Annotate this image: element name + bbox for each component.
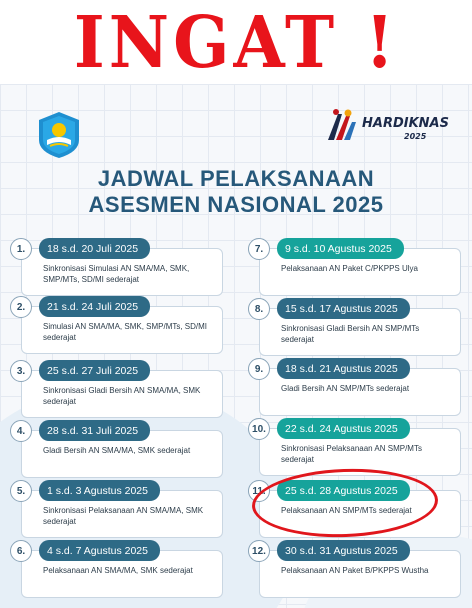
- poster-title-line1: JADWAL PELAKSANAAN: [97, 166, 375, 191]
- schedule-date: 28 s.d. 31 Juli 2025: [39, 420, 150, 441]
- schedule-date: 25 s.d. 28 Agustus 2025: [277, 480, 410, 501]
- hardiknas-logo: [322, 106, 449, 150]
- schedule-number: 2.: [10, 296, 32, 318]
- schedule-number: 3.: [10, 360, 32, 382]
- schedule-number: 10.: [248, 418, 270, 440]
- schedule-date: 15 s.d. 17 Agustus 2025: [277, 298, 410, 319]
- schedule-description: Sinkronisasi Gladi Bersih AN SMA/MA, SMK sederajat: [43, 386, 201, 406]
- schedule-date: 4 s.d. 7 Agustus 2025: [39, 540, 160, 561]
- hardiknas-emblem-icon: [322, 106, 362, 146]
- schedule-poster: [0, 84, 472, 608]
- schedule-number: 4.: [10, 420, 32, 442]
- schedule-date: 21 s.d. 24 Juli 2025: [39, 296, 150, 317]
- hardiknas-label: HARDIKNAS: [362, 116, 449, 131]
- schedule-description: Gladi Bersih AN SMP/MTs sederajat: [281, 384, 410, 393]
- hardiknas-year: 2025: [404, 132, 427, 141]
- schedule-item: [10, 540, 224, 598]
- schedule-description: Gladi Bersih AN SMA/MA, SMK sederajat: [43, 446, 191, 455]
- schedule-description: Pelaksanaan AN Paket C/PKPPS Ulya: [281, 264, 418, 273]
- schedule-number: 11.: [248, 480, 270, 502]
- schedule-item: [10, 360, 224, 418]
- schedule-item: [248, 540, 462, 598]
- schedule-item: [10, 420, 224, 478]
- schedule-description: Pelaksanaan AN Paket B/PKPPS Wustha: [281, 566, 429, 575]
- schedule-number: 1.: [10, 238, 32, 260]
- schedule-description: Pelaksanaan AN SMP/MTs sederajat: [281, 506, 412, 515]
- schedule-description: Pelaksanaan AN SMA/MA, SMK sederajat: [43, 566, 193, 575]
- schedule-number: 9.: [248, 358, 270, 380]
- schedule-description: Simulasi AN SMA/MA, SMK, SMP/MTs, SD/MI sederajat: [43, 322, 208, 342]
- schedule-date: 18 s.d. 21 Agustus 2025: [277, 358, 410, 379]
- schedule-item: [248, 238, 462, 296]
- schedule-description: Sinkronisasi Pelaksanaan AN SMA/MA, SMK sederajat: [43, 506, 204, 526]
- headline-text: INGAT !: [73, 0, 399, 85]
- schedule-date: 30 s.d. 31 Agustus 2025: [277, 540, 410, 561]
- poster-title-line2: ASESMEN NASIONAL 2025: [88, 192, 384, 217]
- schedule-date: 22 s.d. 24 Agustus 2025: [277, 418, 410, 439]
- schedule-item: [248, 298, 462, 356]
- schedule-item: [248, 418, 462, 476]
- schedule-date: 1 s.d. 3 Agustus 2025: [39, 480, 160, 501]
- schedule-description: Sinkronisasi Simulasi AN SMA/MA, SMK, SMP/MTs, SD/MI sederajat: [43, 264, 190, 284]
- schedule-item: [248, 358, 462, 416]
- schedule-item: [10, 296, 224, 354]
- schedule-item: [10, 480, 224, 538]
- schedule-number: 5.: [10, 480, 32, 502]
- schedule-description: Sinkronisasi Pelaksanaan AN SMP/MTs sederajat: [281, 444, 422, 464]
- schedule-number: 6.: [10, 540, 32, 562]
- schedule-description: Sinkronisasi Gladi Bersih AN SMP/MTs sederajat: [281, 324, 420, 344]
- schedule-item: [10, 238, 224, 296]
- schedule-number: 12.: [248, 540, 270, 562]
- kemendikbud-logo-icon: [34, 110, 84, 160]
- schedule-date: 18 s.d. 20 Juli 2025: [39, 238, 150, 259]
- schedule-number: 8.: [248, 298, 270, 320]
- schedule-date: 9 s.d. 10 Agustus 2025: [277, 238, 404, 259]
- headline-banner: [0, 0, 472, 84]
- schedule-date: 25 s.d. 27 Juli 2025: [39, 360, 150, 381]
- schedule-number: 7.: [248, 238, 270, 260]
